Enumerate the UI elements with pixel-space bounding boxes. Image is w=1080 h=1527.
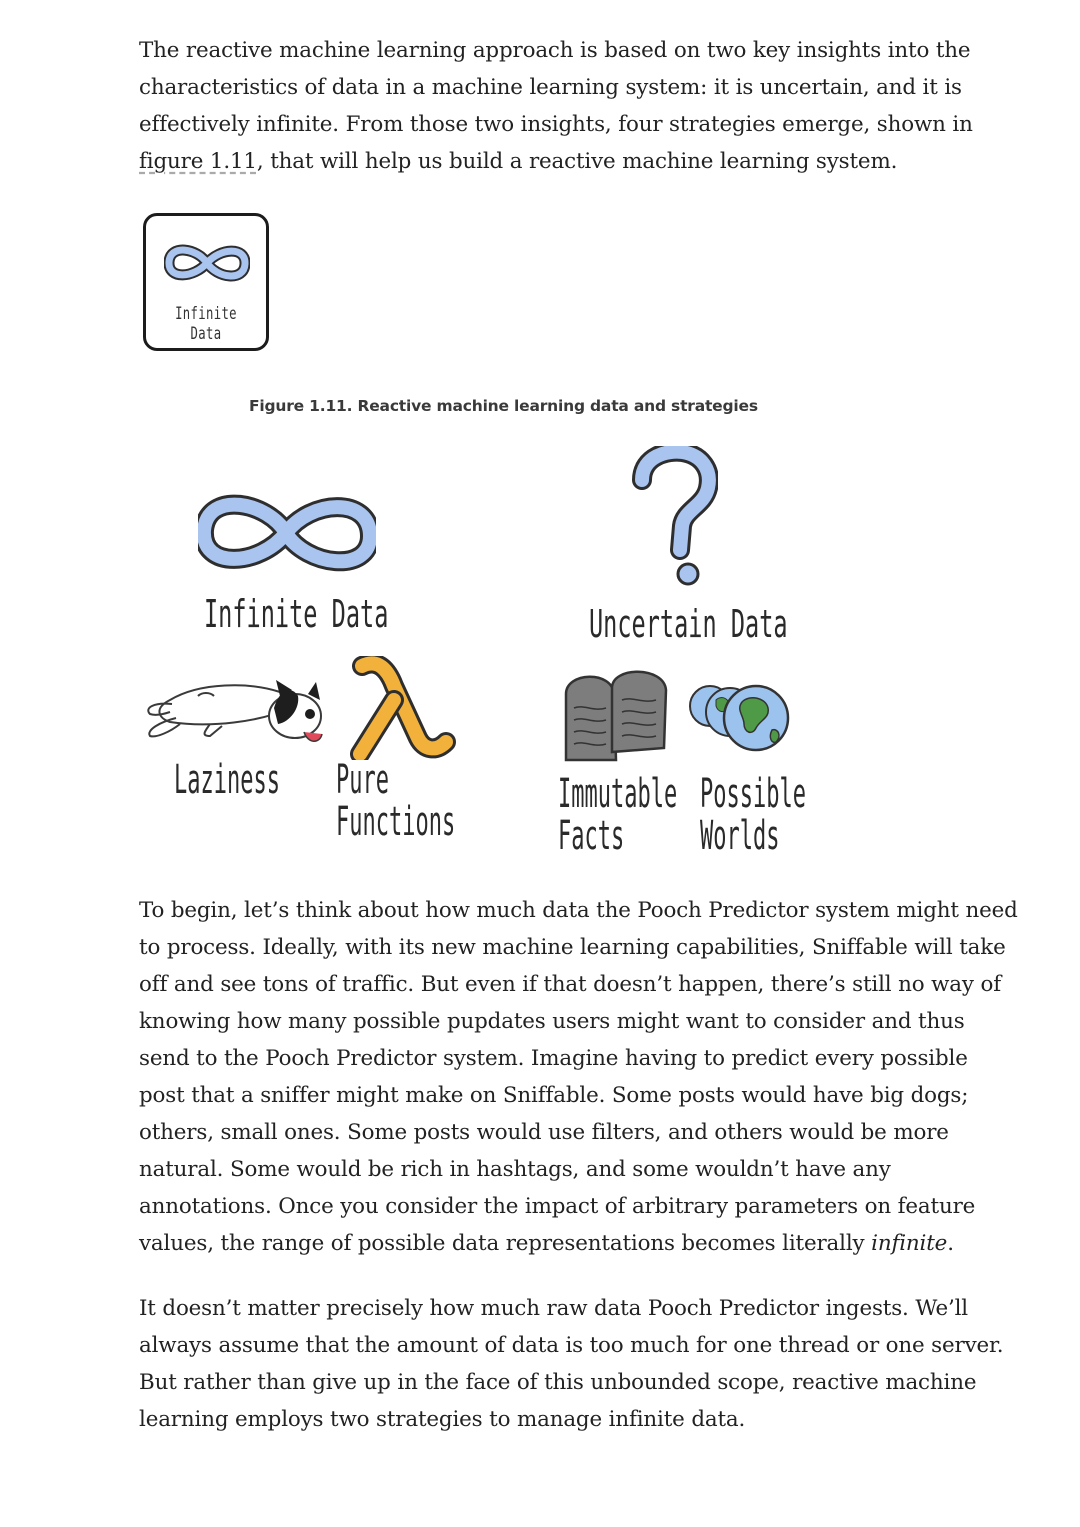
body-paragraph-2: It doesn’t matter precisely how much raw data Pooch Predictor ingests. We’ll always assume that the amount of data is too much for one thread or one server. But rather than give up in the face of this unbounded scope, reactive machine learning employs two strategies to manage infinite data. bbox=[139, 1296, 1004, 1432]
stone-tablets-icon bbox=[560, 664, 672, 762]
intro-text-start: The reactive machine learning approach is based on two key insights into the characteristics of data in a machine learning system: it is uncertain, and it is effectively infinite. From those two insights, four strategies emerge, shown in bbox=[139, 38, 973, 137]
figure-caption: Figure 1.11. Reactive machine learning data and strategies bbox=[249, 397, 758, 415]
card-label: Infinite Data bbox=[175, 304, 237, 344]
infinite-data-card bbox=[143, 213, 269, 351]
globes-icon bbox=[688, 678, 794, 756]
question-mark-icon bbox=[632, 446, 718, 588]
body-paragraph-1 bbox=[139, 892, 1019, 1262]
functions-label: Functions bbox=[336, 799, 456, 845]
infinite-data-label: Infinite Data bbox=[204, 592, 389, 636]
facts-label: Facts bbox=[558, 813, 625, 859]
infinity-icon bbox=[198, 488, 376, 578]
possible-label: Possible bbox=[700, 771, 806, 817]
uncertain-data-label: Uncertain Data bbox=[589, 602, 788, 646]
intro-paragraph bbox=[139, 32, 1019, 180]
strategies-figure bbox=[140, 440, 820, 860]
intro-text-end: , that will help us build a reactive machine learning system. bbox=[256, 149, 898, 174]
infinity-icon bbox=[164, 240, 250, 286]
emphasis-infinite: infinite bbox=[871, 1231, 948, 1256]
worlds-label: Worlds bbox=[700, 813, 780, 859]
sleeping-dog-icon bbox=[140, 678, 330, 750]
body-text-1-end: . bbox=[947, 1231, 954, 1256]
pure-label: Pure bbox=[336, 757, 389, 803]
lambda-icon bbox=[348, 656, 458, 760]
body-text-1: To begin, let’s think about how much data the Pooch Predictor system might need to process. Ideally, with its new machine learning capabilities, Sniffable will take off and see tons of traffic. But even if that doesn’t happen, there’s still no way of knowing how many possible pupdates users might want to consider and thus send to the Pooch Predictor system. Imagine having to predict every possible post that a sniffer might make on Sniffable. Some posts would have big dogs; others, small ones. Some posts would use filters, and others would be more natural. Some would be rich in hashtags, and some wouldn’t have any annotations. Once you consider the impact of arbitrary parameters on feature values, the range of possible data representations becomes literally bbox=[139, 898, 1018, 1256]
laziness-label: Laziness bbox=[174, 757, 280, 803]
figure-link[interactable]: figure 1.11 bbox=[139, 149, 257, 174]
immutable-label: Immutable bbox=[558, 771, 678, 817]
